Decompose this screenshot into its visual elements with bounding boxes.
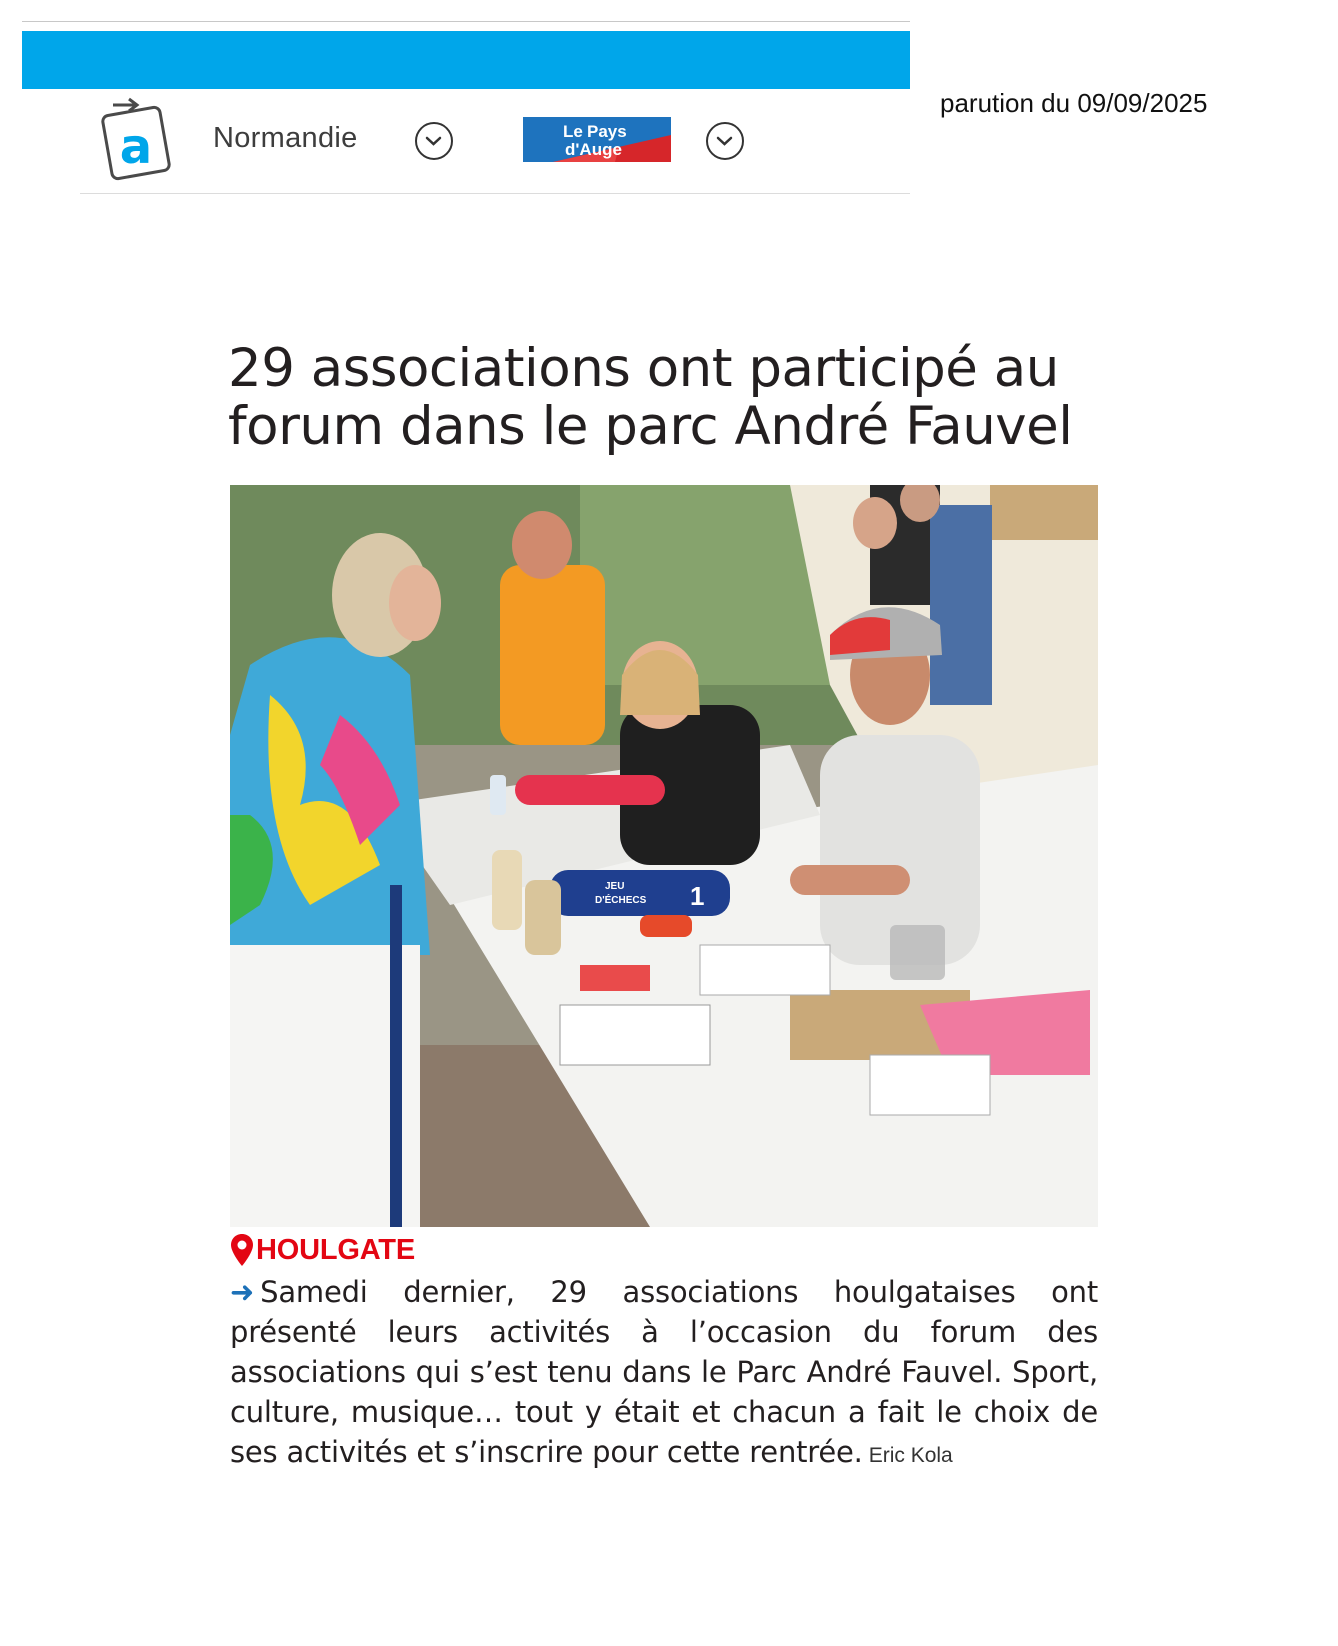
top-divider (22, 21, 910, 22)
article-headline (228, 340, 1108, 456)
map-pin-icon (230, 1233, 254, 1267)
headline-line-2: forum dans le parc André Fauvel (228, 396, 1073, 457)
publication-date: parution du 09/09/2025 (940, 88, 1208, 118)
chevron-down-icon[interactable] (706, 122, 744, 160)
region-selector-label[interactable]: Normandie (213, 122, 358, 154)
header-divider (80, 193, 910, 194)
article-author: Eric Kola (868, 1444, 953, 1467)
headline-line-1: 29 associations ont participé au (228, 338, 1059, 399)
bag-label-jeu: JEU (605, 881, 625, 892)
article-body (230, 1272, 1098, 1476)
chevron-down-icon[interactable] (415, 122, 453, 160)
location-tag (230, 1233, 415, 1267)
publication-logo-dauge: d'Auge (565, 140, 622, 159)
publication-logo-le: Le (563, 122, 583, 141)
article-body-text: Samedi dernier, 29 associations houlgataises ont présenté leurs activités à l’occasion du forum des associations qui s’est tenu dans le Parc André Fauvel. Sport, culture, musique… tout y était et chacun a fait le choix de ses activités et s’inscrire pour cette rentrée. (230, 1275, 1098, 1469)
bag-label-echecs: D'ÉCHECS (595, 895, 647, 906)
photo-illustration (230, 485, 1098, 1227)
actu-logo-letter: a (119, 119, 153, 175)
bag-label-number: 1 (690, 881, 705, 911)
header-band (22, 31, 910, 89)
location-city: HOULGATE (256, 1233, 415, 1266)
publication-logo-pays: Pays (587, 122, 627, 141)
arrow-right-icon: ➜ (230, 1275, 255, 1309)
publication-logo[interactable] (523, 117, 671, 162)
actu-logo-icon[interactable] (95, 97, 177, 185)
article-photo (230, 485, 1098, 1227)
